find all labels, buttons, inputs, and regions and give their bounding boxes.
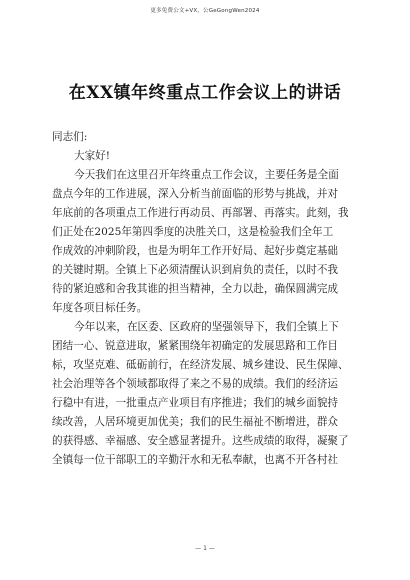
paragraph-line: 今天我们在这里召开年终重点工作会议，主要任务是全面: [74, 169, 339, 181]
document-body: [52, 128, 362, 470]
paragraph-line: 续改善，人居环境更加优美；我们的民生福祉不断增进，群众: [52, 416, 339, 428]
paragraph-line: 作成效的冲刺阶段，也是为明年工作开好局、起好步奠定基础: [52, 245, 339, 257]
paragraph-line: 全镇每一位干部职工的辛勤汗水和无私奉献，也离不开各村社: [52, 454, 339, 466]
paragraph-line: 团结一心、锐意进取，紧紧围绕年初确定的发展思路和工作目: [52, 340, 339, 352]
salutation: 同志们:: [52, 131, 88, 143]
paragraph-line: 年度各项目标任务。: [52, 302, 148, 314]
paragraph-line: 的获得感、幸福感、安全感显著提升。这些成绩的取得，凝聚了: [52, 435, 349, 447]
paragraph-line: 年底前的各项重点工作进行再动员、再部署、再落实。此刻，我: [52, 207, 349, 219]
paragraph-line: 行稳中有进，一批重点产业项目有序推进；我们的城乡面貌持: [52, 397, 339, 409]
paragraph-line: 今年以来，在区委、区政府的坚强领导下，我们全镇上下: [74, 321, 339, 333]
document-title: 在XX镇年终重点工作会议上的讲话: [68, 83, 342, 103]
paragraph-line: 们正处在2025年第四季度的决胜关口，这是检验我们全年工: [52, 226, 334, 238]
paragraph-1: [52, 166, 362, 318]
page-number: — 1 —: [195, 545, 215, 552]
paragraph-line: 盘点今年的工作进展，深入分析当前面临的形势与挑战，并对: [52, 188, 339, 200]
paragraph-line: 的关键时期。全镇上下必须清醒认识到肩负的责任，以时不我: [52, 264, 339, 276]
paragraph-line: 社会治理等各个领域都取得了来之不易的成绩。我们的经济运: [52, 378, 339, 390]
page-header-watermark: 更多免费公文+VX，公GeGongWen2024: [150, 8, 260, 14]
paragraph-line: 待的紧迫感和舍我其谁的担当精神，全力以赴，确保圆满完成: [52, 283, 339, 295]
opening-line: 大家好!: [74, 150, 111, 162]
paragraph-line: 标，攻坚克难、砥砺前行，在经济发展、城乡建设、民生保障、: [52, 359, 349, 371]
paragraph-2: [52, 318, 362, 470]
